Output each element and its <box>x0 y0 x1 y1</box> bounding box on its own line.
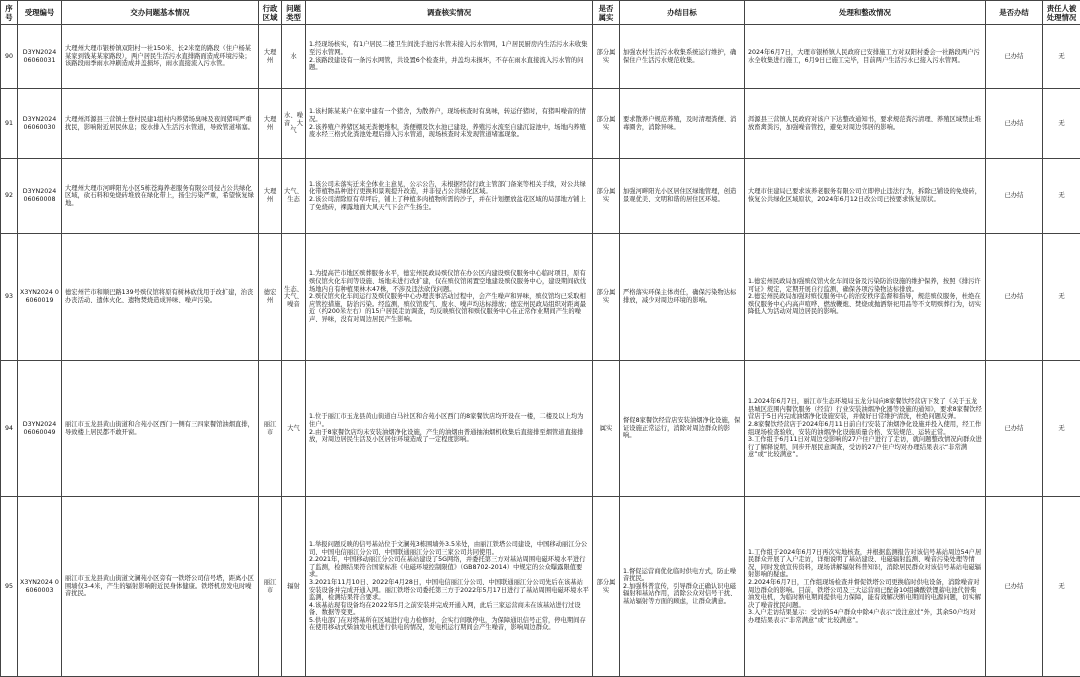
cell-seq: 95 <box>1 497 18 677</box>
table-row <box>1 361 1080 497</box>
header-type: 问题类型 <box>282 1 306 25</box>
cell-seq: 91 <box>1 89 18 159</box>
cell-region: 丽江市 <box>259 361 282 497</box>
header-true: 是否属实 <box>593 1 620 25</box>
header-resp: 责任人被处理情况 <box>1043 1 1080 25</box>
cell-region: 丽江市 <box>259 497 282 677</box>
table-header-row <box>1 1 1080 25</box>
header-survey: 调查核实情况 <box>306 1 593 25</box>
cell-goal: 严格落实环保主体责任，确保污染物达标排放，减少对周边环境的影响。 <box>620 234 745 361</box>
cell-done: 已办结 <box>986 234 1043 361</box>
cell-problem: 大理州大理市银桥镇双阳村一社150米、长2米宽的路段（住户杨某某家到钱某某家路段），两户居民生活污水直排路面造成环境污染；该路段雨季雨水冲刷造成井盖损坏，雨水直接流入污水管。 <box>62 25 259 89</box>
cell-true: 部分属实 <box>593 234 620 361</box>
table-row <box>1 234 1080 361</box>
cell-id: X3YN2024 06060003 <box>18 497 62 677</box>
header-problem: 交办问题基本情况 <box>62 1 259 25</box>
cell-id: D3YN2024 06060049 <box>18 361 62 497</box>
cell-survey: 1.经现场核实，有1户居民二楼卫生间洗手池污水管未接入污水管网，1户居民厨房内生活污水未收集至污水管网。 2.该路段建设有一条污水网管，共设置6个检查井，并盖均未损坏，不存在雨水直接流入污水管的问题。 <box>306 25 593 89</box>
cell-problem: 丽江市玉龙县黄山街道文澜苑小区旁有一铁塔公司信号塔，距离小区围墙仅3-4米，产生的辐射影响附近民身体健康。铁塔机房发电时噪音扰民。 <box>62 497 259 677</box>
cell-survey: 1.该公司未落实迁来全体业主意见，公示公告，未根据经营行政主管部门备案等相关手续，对公共绿化带植物品种进行更换和景观提升改造，并非侵占公共绿化区域。 2.该公司清除原有草坪后，铺上了种植多肉植物所需的沙子，并在计划摆放盆花区域的局部地方铺上了免烧砖，裸露地面大风天气下会产生扬尘。 <box>306 159 593 234</box>
cell-type: 生态、大气、噪音 <box>282 234 306 361</box>
cell-id: D3YN2024 06060030 <box>18 89 62 159</box>
header-region: 行政区域 <box>259 1 282 25</box>
cell-goal: 1.督促运营商优化临时供电方式，防止噪音扰民。 2.加强科普宣传，引导群众正确认识电磁辐射和基站作用，消除公众对信号干扰、基站辐射等方面的顾虑，让群众满意。 <box>620 497 745 677</box>
cell-resp: 无 <box>1043 25 1080 89</box>
cell-region: 大理州 <box>259 25 282 89</box>
header-seq: 序号 <box>1 1 18 25</box>
cell-seq: 92 <box>1 159 18 234</box>
cell-true: 部分属实 <box>593 25 620 89</box>
cell-seq: 90 <box>1 25 18 89</box>
cell-id: X3YN2024 06060019 <box>18 234 62 361</box>
cell-survey: 1.位于丽江市玉龙县黄山街道白马社区和合苑小区西门的8家餐饮店均开设在一楼，二楼及以上均为住户。 2.由于8家餐饮店均未安装油烟净化设施，产生的油烟由普通抽油烟机收集后直接排至烟管道直接排放，对周边居民生活及小区居住环境造成了一定程度影响。 <box>306 361 593 497</box>
cell-type: 大气 <box>282 361 306 497</box>
cell-seq: 93 <box>1 234 18 361</box>
cell-region: 大理州 <box>259 159 282 234</box>
cell-goal: 要求散养户规范养殖，及时清理粪便、消毒圈舍，消除异味。 <box>620 89 745 159</box>
cell-result: 1.德宏州民政局加强殡仪馆火化车间设备及污染防治设施的维护保养，按照《排污许可证》规定，定期开展自行监测，确保各项污染物达标排放。 2.德宏州民政局加强对殡仪服务中心的治安秩序监督和指导，规范殡仪服务，杜绝在殡仪服务中心内高声喧哗、燃放鞭炮、焚烧或抛洒祭祀用品等不文明殡葬行为，切实降低人为活动对周边居民的影响。 <box>745 234 986 361</box>
header-done: 是否办结 <box>986 1 1043 25</box>
cell-problem: 大理州洱源县三营镇士登村民建1组村内养猪场臭味及夜间猪叫严重扰民，影响附近居民休息；废水排入生活污水管道，导致管道堵塞。 <box>62 89 259 159</box>
cell-done: 已办结 <box>986 89 1043 159</box>
cell-true: 部分属实 <box>593 497 620 677</box>
table-row <box>1 497 1080 677</box>
header-goal: 办结目标 <box>620 1 745 25</box>
cell-true: 属实 <box>593 361 620 497</box>
header-result: 处理和整改情况 <box>745 1 986 25</box>
cell-problem: 丽江市玉龙县黄山街道和合苑小区西门一侧有三四家餐馆油烟直排，导致楼上居民都不敢开窗。 <box>62 361 259 497</box>
cell-result: 洱源县三营镇人民政府对该户下达整改通知书，要求规范粪污清理、养殖区域禁止堆放畜禽粪污，加强噪音管控，避免对周边邻居的影响。 <box>745 89 986 159</box>
cell-done: 已办结 <box>986 361 1043 497</box>
cell-type: 水、噪音、大气 <box>282 89 306 159</box>
cell-result: 1.2024年6月7日，丽江市生态环境局玉龙分局向8家餐饮经营店下发了《关于玉龙县城区范围内餐饮服务（经营）行业安装油烟净化器等设施的通知》，要求8家餐饮经营店于5日内完成油烟净化设施安装，并做好日常维护清洗，杜绝问题反弹。 2.8家餐饮经营店于2024年6月11日前自行安装了油烟净化设施并投入使用，经工作组现场检查验收，安装的油烟净化设施质量合格、安装规范、运转正常。 3.工作组于6月11日对周边受影响的27户住户进行了走访，就问题整改情况向群众进行了解释说明，同步开展民意调查，受访的27户住户均对办理结果表示“非常满意”或“比较满意”。 <box>745 361 986 497</box>
cell-done: 已办结 <box>986 497 1043 677</box>
cell-survey: 1.举报问题反映的信号基站位于文澜苑3栋围墙外3.5米处，由丽江铁塔公司建设，中国移动丽江分公司、中国电信丽江分公司、中国联通丽江分公司三家公司共同使用。 2.2021年，中国移动丽江分公司在基站建设了5G网络，并委托第三方对基站周围电磁环境水平进行了监测，检测结果符合国家标准《电磁环境控制限值》（GB8702-2014）中规定的公众曝露限值要求。 3.2021年11月10日、2022年4月28日，中国电信丽江分公司、中国联通丽江分公司先后在该基站安装设备并完成开通入网。丽江铁塔公司委托第三方于2022年5月17日进行了基站周围电磁环境水平监测，检测结果符合要求。 4.该基站现有设备均在2022年5月之前安装并完成开通入网，此后三家运营商未在该基站进行过设备、数据等变更。 5.供电部门在对塔基所在区域进行电力检修时，会实行间歇停电，为保障通讯信号正常，停电期间存在使用移动式柴油发电机进行供电的情况，发电机运行期间会产生噪音，影响周边群众。 <box>306 497 593 677</box>
table-row <box>1 89 1080 159</box>
table-row <box>1 25 1080 89</box>
cell-id: D3YN2024 06060031 <box>18 25 62 89</box>
cell-resp: 无 <box>1043 361 1080 497</box>
cell-done: 已办结 <box>986 25 1043 89</box>
cell-result: 1.工作组于2024年6月7日再次实地核查，并根据监测报告对该信号基站周边54户居民群众开展了入户走访，详细说明了基站建设、电磁辐射监测、噪音污染处理等情况，同时发放宣传资料，现场讲解辐射科普知识，消除居民群众对该信号基站电磁辐射影响的疑虑。 2.2024年6月7日，工作组现场检查并督促铁塔公司更换临时供电设备，消除噪音对周边群众的影响。目前，铁塔公司及三大运营商已配备10组磷酸铁锂蓄电池代替柴油发电机，为临时断电期间提供电力保障，能有效解决断电期间的电源问题，切实解决了噪音扰民问题。 3.入户走访结果显示：受访的54户群众中除4户表示“没注意过”外，其余50户均对办理结果表示“非常满意”或“比较满意”。 <box>745 497 986 677</box>
cell-survey: 1.为提高芒市地区殡葬服务水平，德宏州民政局殡仪馆在办公区内建设殡仪服务中心临时项目，原有殡仪馆火化车间等设施、场地未进行改扩建，仅在殡仪馆闲置空地建设殡仪服务中心，建设期间砍伐场地内自有种植果林木47株，不涉及违法砍伐问题。 2.殡仪馆火化车间运行及殡仪服务中心办理丧事活动过程中，会产生噪声和异味，殡仪馆均已采取相应管控措施，防治污染。经监测，殡仪馆废气、废水、噪声均达标排放；德宏州民政局组织对距离最近（约200米左右）的15户居民走访调查，均反映殡仪馆和殡仪服务中心在正常作业期间产生的噪声、异味，没有对周边居民产生影响。 <box>306 234 593 361</box>
cell-problem: 德宏州芒市和顺巴路139号殡仪馆将原有树林砍伐用于改扩建，治丧办丧活动、遗体火化、遗物焚烧造成异味、噪声污染。 <box>62 234 259 361</box>
cell-region: 德宏州 <box>259 234 282 361</box>
cell-result: 2024年6月7日，大理市银桥镇人民政府已安排施工方对双阳村委会一社路段两户污水全收集进行施工，6月9日已施工完毕，目前两户生活污水已接入污水管网。 <box>745 25 986 89</box>
cell-type: 大气、生态 <box>282 159 306 234</box>
cell-goal: 加强河畔阳光小区居住区绿地管理，创造景观优美、文明和谐的居住区环境。 <box>620 159 745 234</box>
cell-type: 水 <box>282 25 306 89</box>
cell-result: 大理市住建局已要求该养老服务有限公司立即停止违法行为，拆除已铺设的免烧砖，恢复公共绿化区域原状，2024年6月12日改公司已按要求恢复原状。 <box>745 159 986 234</box>
cell-true: 部分属实 <box>593 89 620 159</box>
cell-type: 辐射 <box>282 497 306 677</box>
cell-resp: 无 <box>1043 234 1080 361</box>
cell-goal: 加强农村生活污水收集系统运行维护，确保住户生活污水规范收集。 <box>620 25 745 89</box>
cell-id: D3YN2024 06060008 <box>18 159 62 234</box>
header-id: 受理编号 <box>18 1 62 25</box>
cell-true: 部分属实 <box>593 159 620 234</box>
cell-resp: 无 <box>1043 497 1080 677</box>
cell-resp: 无 <box>1043 159 1080 234</box>
table-row <box>1 159 1080 234</box>
cell-survey: 1.该村陈某某户在家中建有一个猪舍，为散养户，现场核查时有臭味，转运仔猪时，有猪叫噪音的情况。 2.该养殖户养猪区域无粪便堆积，粪便棚及饮水池已建设，养殖污水流至自建沉淀池中，场地内养殖废水经三格式化粪池处理后排入污水管道，现场核查时未发现管道堵塞现象。 <box>306 89 593 159</box>
cell-goal: 督促8家餐饮经营店安装油烟净化设施，保证设施正常运行，消除对周边群众的影响。 <box>620 361 745 497</box>
cell-seq: 94 <box>1 361 18 497</box>
cell-done: 已办结 <box>986 159 1043 234</box>
cell-problem: 大理州大理市河畔阳光小区5栋苍海养老服务有限公司侵占公共绿化区域，砍石料和免烧砖堆放在绿化带上，扬尘污染严重，希望恢复绿地。 <box>62 159 259 234</box>
cell-resp: 无 <box>1043 89 1080 159</box>
cell-region: 大理州 <box>259 89 282 159</box>
